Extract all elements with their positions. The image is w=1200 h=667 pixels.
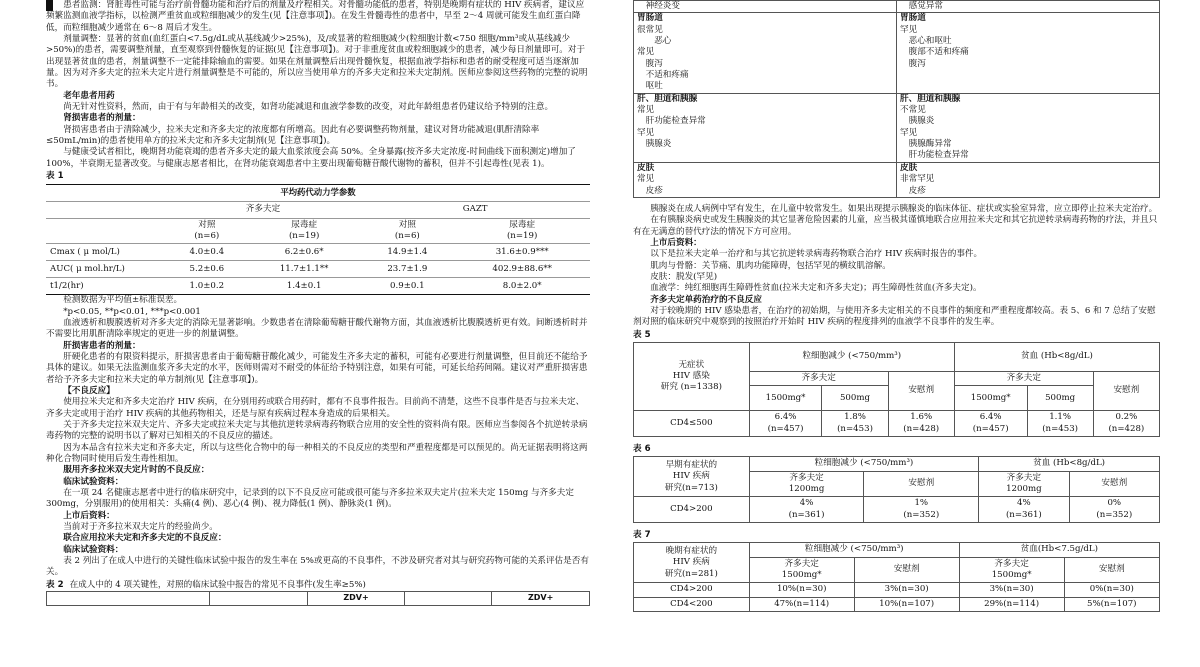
table1-group: 对照 (n=6) <box>360 218 454 244</box>
table7-row-label: CD4<200 <box>634 597 750 611</box>
table1-cell: 402.9±88.6** <box>454 261 590 278</box>
table-row <box>46 261 590 278</box>
table-row <box>634 583 1160 597</box>
table1-group: 尿毒症 (n=19) <box>454 218 590 244</box>
table1-param: Cmax ( μ mol/L) <box>46 244 166 261</box>
table6-cell: 4% (n=361) <box>749 497 864 523</box>
heading-postmarketing-right: 上市后资料： <box>650 237 702 248</box>
heading-hepatic: 肝损害患者的剂量： <box>63 340 141 351</box>
table5-anemia-header: 贫血 (Hb<8g/dL) <box>954 342 1159 371</box>
right-column <box>633 0 1160 667</box>
paragraph-adverse-2: 关于齐多夫定拉米双夫定片、齐多夫定或拉米夫定与其他抗逆转录病毒药物联合应用的安全性的资料尚有限。医师应当参阅各个抗逆转录病毒药物的完整的说明书以了解对已知相关的不良反应的描述。 <box>46 419 588 442</box>
table5-cell: 0.2% (n=428) <box>1093 411 1159 437</box>
table6-cell: 0% (n=352) <box>1069 497 1159 523</box>
heading-clinical-trial-2: 临床试验资料： <box>63 544 124 555</box>
table7-row-label: CD4>200 <box>634 583 750 597</box>
table-row <box>634 342 1160 371</box>
table6-placebo-header: 安慰剂 <box>864 471 979 497</box>
table1-param: t1/2(hr) <box>50 280 84 291</box>
table7-placebo-header: 安慰剂 <box>854 557 959 583</box>
heading-renal: 肾损害患者的剂量： <box>63 113 141 124</box>
paragraph-monitoring: 患者监测：肾脏毒性可能与治疗前骨髓功能和治疗后的剂量及疗程相关。对骨髓功能低的患者，特别是晚期有症状的 HIV 疾病者，建议应频繁监测血液学指标，以检测严重贫血或粒细胞减少的发生(见【注意事项】)。在发生骨髓毒性的患者中，早至 2～4 周就可能发生血红蛋白降低，而粒细胞减少通常在 6～8 周后才发生。 <box>46 0 585 33</box>
table-row <box>634 457 1160 471</box>
paragraph-adverse-3: 因为本品含有拉米夫定和齐多夫定，所以与这些化合物中的每一种相关的不良反应的类型和严重程度都是可以预见的。尚无证据表明将这两种化合物同时使用后发生毒性相加。 <box>46 442 588 464</box>
paragraph-adverse-1: 使用拉米夫定和齐多夫定治疗 HIV 疾病，在分别用药或联合用药时，都有不良事件报告。目前尚不清楚，这些不良事件是否与拉米夫定、齐多夫定或用于治疗 HIV 疾病的其他药物相关，还是与原有疾病过程本身造成的后果相关。 <box>46 397 585 419</box>
table1-cell: 14.9±1.4 <box>360 244 454 261</box>
table6-cell: 4% (n=361) <box>979 497 1069 523</box>
table6-neutropenia-header: 粒细胞减少 (<750/mm³) <box>749 457 978 471</box>
table-row <box>46 244 590 261</box>
table5-placebo-header: 安慰剂 <box>888 371 954 410</box>
paragraph-hematology: 血液学：纯红细胞再生障碍性贫血(拉米夫定和齐多夫定)；再生障碍性贫血(齐多夫定)。 <box>650 283 982 294</box>
adverse-event-term: 很常见 <box>637 24 663 35</box>
adverse-events-cell <box>897 13 1160 93</box>
adverse-event-term: 恶心 <box>654 36 672 47</box>
table1-cell: 1.0±0.2 <box>189 280 225 291</box>
table5-zdv-header: 齐多夫定 <box>954 371 1093 385</box>
system-organ-class: 胃肠道 <box>637 13 663 24</box>
table6-anemia-header: 贫血 (Hb<8g/dL) <box>979 457 1160 471</box>
table1-note: 检测数据为平均值±标准误差。 <box>63 295 183 306</box>
table1-cell: 5.2±0.6 <box>166 261 248 278</box>
table7-study: 晚期有症状的 HIV 疾病 研究(n=281) <box>634 543 750 583</box>
table7-cell: 5%(n=107) <box>1064 597 1159 611</box>
table-row <box>634 13 1160 93</box>
adverse-event-term: 腹泻 <box>645 58 663 69</box>
adverse-event-term: 非常罕见 <box>900 174 935 185</box>
table6-zdv-header: 齐多夫定 1200mg <box>749 471 864 497</box>
adverse-event-term: 皮疹 <box>908 185 926 196</box>
heading-postmarketing: 上市后资料： <box>63 510 115 521</box>
table1-title: 平均药代动力学参数 <box>46 184 590 201</box>
table7-anemia-header: 贫血(Hb<7.5g/dL) <box>959 543 1159 557</box>
table1 <box>46 184 590 296</box>
paragraph-trial-2: 表 2 列出了在成人中进行的关键性临床试验中报告的发生率在 5%或更高的不良事件，不涉及研究者对其与研究药物可能的关系评估是否有关。 <box>46 556 589 578</box>
table6-cell: 1% (n=352) <box>864 497 979 523</box>
table1-drug-zdv: 齐多夫定 <box>166 201 361 218</box>
table1-cell: 0.9±0.1 <box>390 280 425 291</box>
adverse-event-term: 呕吐 <box>645 81 663 92</box>
table5-zdv-header: 齐多夫定 <box>749 371 888 385</box>
paragraph-renal-1: 肾损害患者由于清除减少，拉米夫定和齐多夫定的浓度都有所增高。因此有必要调整药物剂量，建议对肾功能减退(肌酐清除率≤50mL/min)的患者使用单方的拉米夫定和齐多夫定制剂(见【注意事项】)。 <box>46 124 540 147</box>
table6-label: 表 6 <box>633 444 651 454</box>
table5 <box>633 342 1160 437</box>
system-organ-class: 肝、胆道和胰腺 <box>637 93 698 104</box>
adverse-event-term: 不适和疼痛 <box>645 70 689 81</box>
table1-group: 对照 (n=6) <box>166 218 248 244</box>
adverse-event-term: 肝功能检查异常 <box>645 116 706 127</box>
table5-neutropenia-header: 粒细胞减少 (<750/mm³) <box>749 342 954 371</box>
adverse-event-term: 胰腺炎 <box>645 139 672 150</box>
table7-label: 表 7 <box>633 530 651 541</box>
adverse-event-term: 常见 <box>637 47 655 58</box>
paragraph-zdv-monotherapy: 对于较晚期的 HIV 感染患者，在治疗的初始期，与使用齐多夫定相关的不良事件的频度和严重程度都较高。表 5、6 和 7 总结了安慰剂对照的临床研究中观察到的按照治疗开始时 HIV 疾病的程度排列的血液学不良事件的发生率。 <box>633 305 1156 328</box>
adverse-event-term: 常见 <box>637 174 655 185</box>
table5-cell: 1.1% (n=453) <box>1027 411 1093 437</box>
adverse-events-table <box>633 0 1160 198</box>
adverse-event-term: 腹泻 <box>908 58 926 69</box>
adverse-events-cell <box>897 1 1160 13</box>
paragraph-postmarketing-right: 以下是拉米夫定单一治疗和与其它抗逆转录病毒药物联合治疗 HIV 疾病时报告的事件。 <box>650 249 983 260</box>
table1-cell: 4.0±0.4 <box>166 244 248 261</box>
paragraph-trial-1: 在一项 24 名健康志愿者中进行的临床研究中，记录到的以下不良反应可能或很可能与齐多拉米双夫定片(拉米夫定 150mg 与齐多夫定 300mg，分别服用)的使用相关：头痛(4 例)、恶心(4 例)、视力降低(1 例)、静脉炎(1 例)。 <box>46 488 574 510</box>
table2 <box>46 591 590 606</box>
table-row <box>46 201 590 218</box>
table5-dose: 1500mg* <box>749 386 822 411</box>
table-row <box>46 218 590 244</box>
adverse-events-cell <box>897 93 1160 162</box>
paragraph-postmarketing-1: 当前对于齐多拉米双夫定片的经验尚少。 <box>63 522 218 533</box>
table6-study: 早期有症状的 HIV 疾病 研究(n=713) <box>634 457 750 497</box>
adverse-events-cell <box>897 162 1160 197</box>
table7-neutropenia-header: 粒细胞减少 (<750/mm³) <box>749 543 959 557</box>
table5-row-label: CD4≤500 <box>634 411 750 437</box>
adverse-event-term: 胰腺酶异常 <box>908 139 952 150</box>
adverse-event-term: 感觉异常 <box>908 1 943 11</box>
table6-placebo-header: 安慰剂 <box>1069 471 1159 497</box>
table7-cell: 0%(n=30) <box>1064 583 1159 597</box>
table1-cell: 31.6±0.9*** <box>454 244 590 261</box>
table5-cell: 6.4% (n=457) <box>954 411 1027 437</box>
table-row <box>46 278 590 295</box>
system-organ-class: 胃肠道 <box>900 13 926 24</box>
table1-label: 表 1 <box>46 171 64 182</box>
table7-cell: 10%(n=30) <box>749 583 854 597</box>
table5-cell: 6.4% (n=457) <box>749 411 822 437</box>
adverse-event-term: 恶心和呕吐 <box>908 36 952 47</box>
table1-cell: 6.2±0.6* <box>248 244 360 261</box>
table-row <box>634 162 1160 197</box>
adverse-events-cell <box>634 1 897 13</box>
adverse-events-cell <box>634 162 897 197</box>
table5-label: 表 5 <box>633 329 651 340</box>
paragraph-pancreatitis-1: 胰腺炎在成人病例中罕有发生，在儿童中较常发生。如果出现提示胰腺炎的临床体征、症状或实验室异常，应立即停止拉米夫定治疗。 <box>650 203 1158 214</box>
table7-zdv-header: 齐多夫定 1500mg* <box>959 557 1064 583</box>
table1-cell: 8.0±2.0* <box>502 280 542 291</box>
table5-dose: 500mg <box>822 386 888 411</box>
table7-cell: 3%(n=30) <box>959 583 1064 597</box>
table1-param: AUC( μ mol.hr/L) <box>46 261 166 278</box>
table1-cell: 23.7±1.9 <box>360 261 454 278</box>
heading-elderly: 老年患者用药 <box>63 90 115 101</box>
table5-dose: 1500mg* <box>954 386 1027 411</box>
table6 <box>633 456 1160 523</box>
table-row <box>634 543 1160 557</box>
table5-placebo-header: 安慰剂 <box>1093 371 1159 410</box>
table5-dose: 500mg <box>1027 386 1093 411</box>
adverse-event-term: 不常见 <box>900 105 926 116</box>
table-row <box>634 1 1160 13</box>
heading-joint-use: 联合应用拉米夫定和齐多夫定的不良反应： <box>63 533 227 544</box>
system-organ-class: 皮肤 <box>637 162 655 173</box>
table1-significance: *p<0.05, **p<0.01, ***p<0.001 <box>63 306 201 317</box>
adverse-event-term: 罕见 <box>900 127 918 138</box>
table7-zdv-header: 齐多夫定 1500mg* <box>749 557 854 583</box>
table7-cell: 3%(n=30) <box>854 583 959 597</box>
paragraph-pancreatitis-2: 在有胰腺炎病史或发生胰腺炎的其它显著危险因素的儿童，应当极其谨慎地联合应用拉米夫定和其它抗逆转录病毒药物的疗法，并且只有在无满意的替代疗法的情况下方可应用。 <box>633 215 1158 237</box>
paragraph-musculoskeletal: 肌肉与骨骼：关节痛、肌肉功能障碍，包括罕见的横纹肌溶解。 <box>650 260 891 271</box>
table1-drug-gazt: GAZT <box>360 201 590 218</box>
heading-zdv-monotherapy: 齐多夫定单药治疗的不良反应 <box>650 294 762 305</box>
adverse-event-term: 罕见 <box>900 24 918 35</box>
adverse-event-term: 皮疹 <box>645 185 663 196</box>
table2-label: 表 2 在成人中的 4 项关键性，对照的临床试验中报告的常见不良事件(发生率≥5%) <box>46 579 366 590</box>
table7-cell: 47%(n=114) <box>749 597 854 611</box>
table-row <box>46 184 590 201</box>
table1-group: 尿毒症 (n=19) <box>248 218 360 244</box>
heading-combo: 服用齐多拉米双夫定片时的不良反应： <box>63 465 210 476</box>
table-row <box>634 93 1160 162</box>
table2-header: ZDV+ <box>492 592 590 606</box>
paragraph-skin: 皮肤：脱发(罕见) <box>650 271 718 282</box>
table-row <box>634 597 1160 611</box>
table-row <box>634 411 1160 437</box>
paragraph-dialysis: 血液透析和腹膜透析对齐多夫定的消除无显著影响。少数患者在清除葡萄糖苷酸代谢物方面，其血液透析比腹膜透析更有效。间断透析时并不需要比用肌酐清除率规定的更进一步的剂量调整。 <box>46 317 588 340</box>
left-column <box>46 0 590 667</box>
heading-clinical-trial: 临床试验资料： <box>63 476 124 487</box>
table2-header: ZDV+ <box>307 592 405 606</box>
paragraph-renal-2: 与健康受试者相比，晚期肾功能衰竭的患者齐多夫定的最大血浆浓度会高 50%。全身暴露(按齐多夫定浓度-时间曲线下面积测定)增加了 100%，半衰期无显著改变。与健康志愿者相比，在肾功能衰竭患者中主要出现葡萄糖苷酸代谢物的蓄积，但并不引起毒性(见表 1)。 <box>46 147 576 169</box>
heading-adverse-reactions: 【不良反应】 <box>63 385 115 396</box>
adverse-event-term: 腹部不适和疼痛 <box>908 47 969 58</box>
table-row <box>634 497 1160 523</box>
adverse-events-cell <box>634 93 897 162</box>
table-row <box>47 592 590 606</box>
table1-cell: 11.7±1.1** <box>248 261 360 278</box>
table6-row-label: CD4>200 <box>634 497 750 523</box>
table7 <box>633 542 1160 612</box>
paragraph-dose-adjustment: 剂量调整：显著的贫血(血红蛋白<7.5g/dL或从基线减少>25%)，及/或显著的粒细胞减少(粒细胞计数<750 细胞/mm³或从基线减少>50%)的患者，需要调整剂量，直至观察到骨髓恢复的证据(见【注意事项】)。对于非重度贫血或粒细胞减少的患者，减少每日剂量即可。对于出现显著贫血的患者，剂量调整不一定能排除输血的需要。如果在剂量调整后出现骨髓恢复，根据血液学指标和患者的耐受程度可适当逐渐加量。因为对齐多夫定的拉米夫定片进行剂量调整是不可能的，所以应当使用单方的齐多夫定和拉米夫定制剂。医师应参阅这些药物的完整的说明书。 <box>46 34 588 90</box>
table6-zdv-header: 齐多夫定 1200mg <box>979 471 1069 497</box>
paragraph-hepatic: 肝硬化患者的有限资料提示，肝损害患者由于葡萄糖苷酸化减少，可能发生齐多夫定的蓄积，可能有必要进行剂量调整，但目前还不能给予具体的建议。如果无法监测血浆齐多夫定的水平，医师则需对不耐受的体征给予特别注意，如果有可能，可延长给药间隔。建议对严重肝损害患者给予齐多夫定和拉米夫定的单方制剂(见【注意事项】)。 <box>46 351 588 385</box>
system-organ-class: 肝、胆道和胰腺 <box>900 93 961 104</box>
table5-cell: 1.6% (n=428) <box>888 411 954 437</box>
table7-placebo-header: 安慰剂 <box>1064 557 1159 583</box>
adverse-event-term: 肝功能检查异常 <box>908 150 969 161</box>
table7-cell: 29%(n=114) <box>959 597 1064 611</box>
table5-study: 无症状 HIV 感染 研究 (n=1338) <box>634 342 750 410</box>
system-organ-class: 皮肤 <box>900 162 918 173</box>
table7-cell: 10%(n=107) <box>854 597 959 611</box>
adverse-event-term: 神经炎变 <box>645 1 680 11</box>
adverse-events-cell <box>634 13 897 93</box>
table1-cell: 1.4±0.1 <box>286 280 322 291</box>
adverse-event-term: 胰腺炎 <box>908 116 935 127</box>
paragraph-elderly: 尚无针对性资料，然而，由于有与年龄相关的改变，如肾功能减退和血液学参数的改变，对此年龄组患者仍建议给予特别的注意。 <box>63 102 554 113</box>
adverse-event-term: 常见 <box>637 105 655 116</box>
adverse-event-term: 罕见 <box>637 127 655 138</box>
table5-cell: 1.8% (n=453) <box>822 411 888 437</box>
